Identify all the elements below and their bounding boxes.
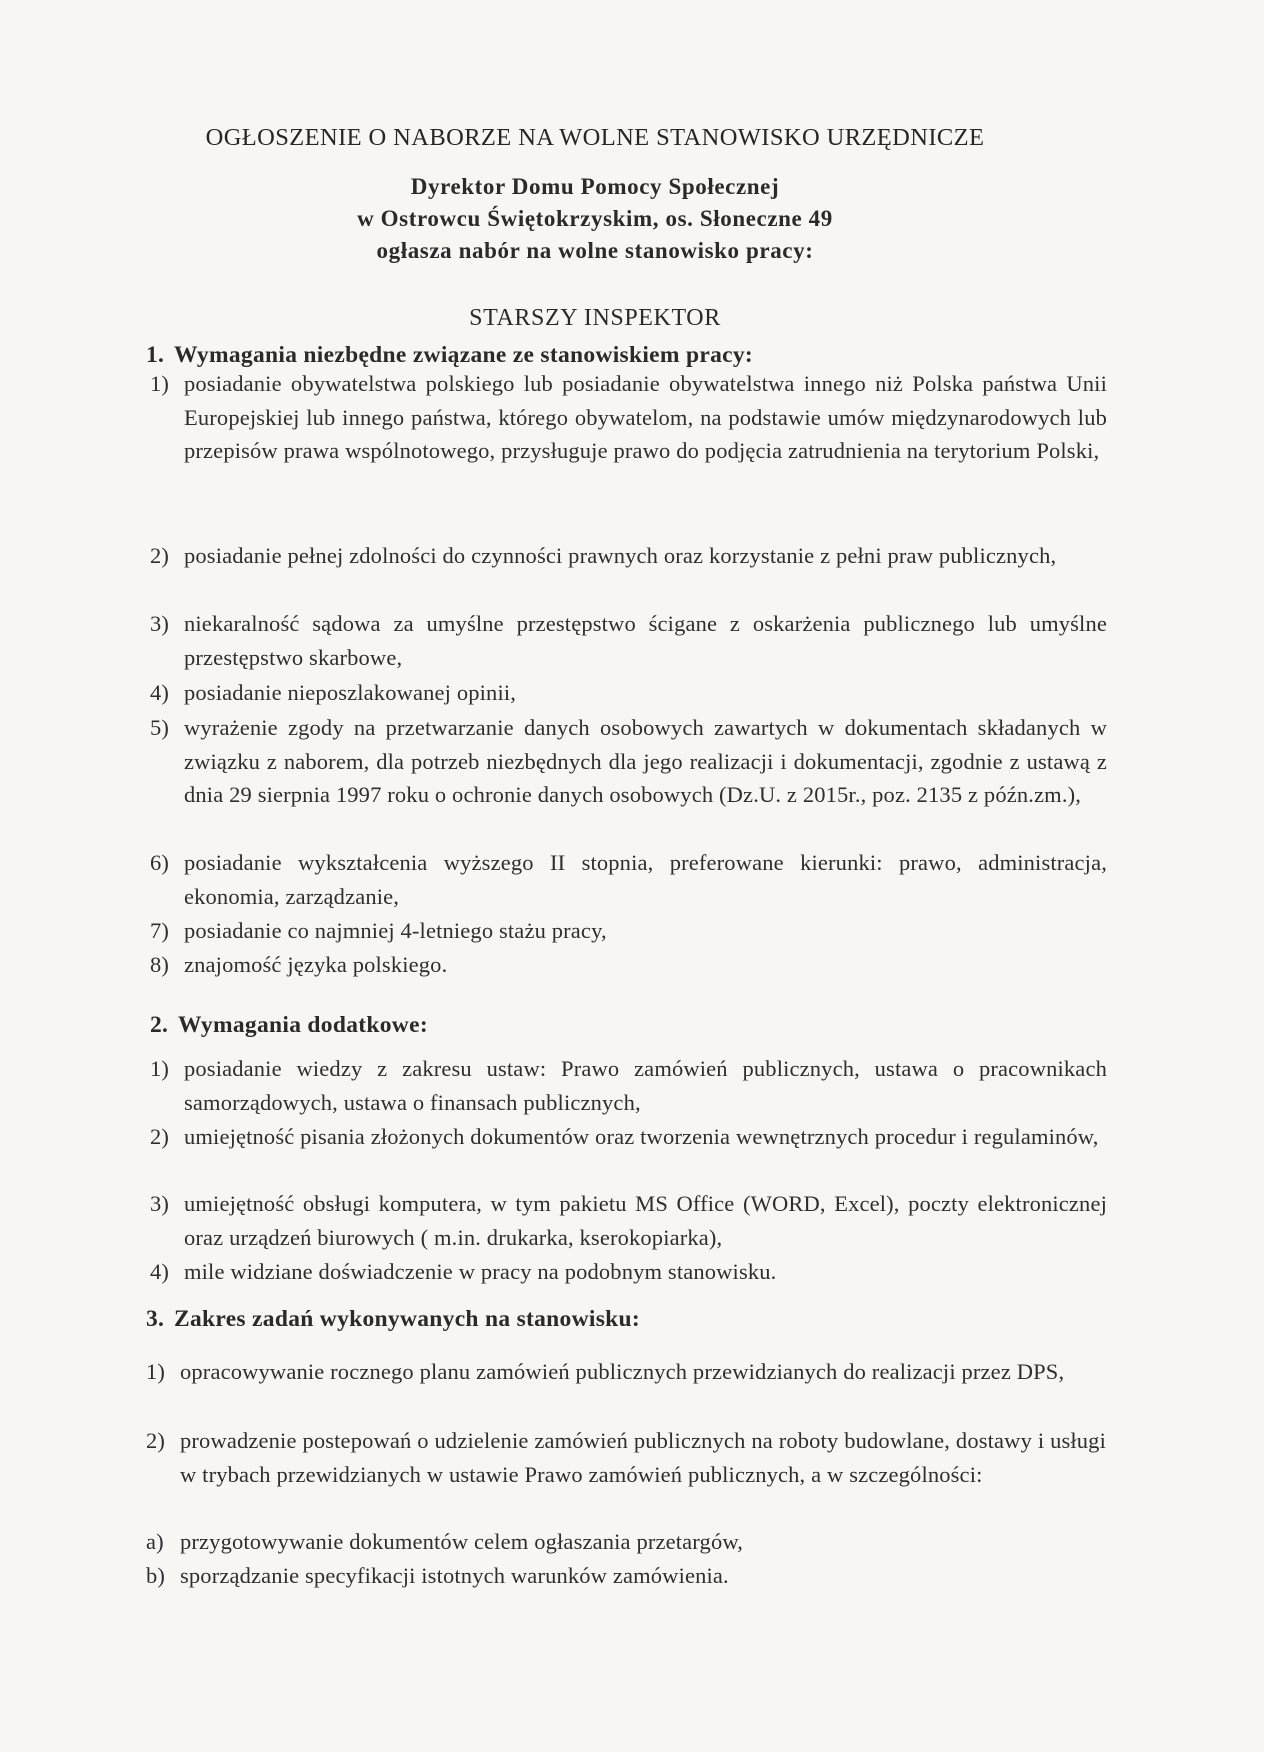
item-number: 1): [146, 1359, 166, 1384]
item-number: 7): [150, 918, 170, 943]
item-text: posiadanie wiedzy z zakresu ustaw: Prawo zamówień publicznych, ustawa o pracownikach samorządowych, ustawa o finansach publicznych,: [184, 1056, 1107, 1115]
item-text: przygotowywanie dokumentów celem ogłaszania przetargów,: [180, 1529, 744, 1554]
item-number: 3): [150, 611, 170, 636]
item-text: umiejętność obsługi komputera, w tym pakietu MS Office (WORD, Excel), poczty elektronicznej oraz urządzeń biurowych ( m.in. drukarka, kserokopiarka),: [184, 1191, 1107, 1250]
section-3-item-2: [146, 1424, 1106, 1491]
section-3-item-a: [146, 1525, 1106, 1559]
item-number: 5): [150, 715, 170, 740]
item-number: 4): [150, 1259, 170, 1284]
item-number: 1): [150, 371, 170, 396]
position-name: STARSZY INSPEKTOR: [469, 305, 721, 331]
item-number: 1): [150, 1056, 170, 1081]
header-line-announcement: ogłasza nabór na wolne stanowisko pracy:: [376, 238, 814, 263]
section-1-item-2: [150, 539, 1107, 573]
item-number: 8): [150, 952, 170, 977]
item-text: umiejętność pisania złożonych dokumentów oraz tworzenia wewnętrznych procedur i regulaminów,: [184, 1124, 1099, 1149]
item-number: 3): [150, 1191, 170, 1216]
item-text: mile widziane doświadczenie w pracy na podobnym stanowisku.: [184, 1259, 777, 1284]
item-number: 6): [150, 850, 170, 875]
section-2-item-2: [150, 1120, 1107, 1154]
section-1-item-1: [150, 367, 1107, 468]
section-1-item-3: [150, 607, 1107, 674]
item-text: opracowywanie rocznego planu zamówień publicznych przewidzianych do realizacji przez DPS,: [180, 1359, 1065, 1384]
section-2-number: 2.: [150, 1012, 169, 1038]
item-number: a): [146, 1529, 164, 1554]
section-2-item-4: [150, 1255, 1107, 1289]
section-3-number: 3.: [146, 1306, 165, 1332]
item-text: wyrażenie zgody na przetwarzanie danych osobowych zawartych w dokumentach składanych w związku z naborem, dla potrzeb niezbędnych dla jego realizacji i dokumentacji, zgodnie z ustawą z dnia 29 sierpnia 1997 roku o ochronie danych osobowych (Dz.U. z 2015r., poz. 2135 z późn.zm.),: [184, 715, 1107, 807]
section-1-item-8: [150, 948, 1107, 982]
document-title: OGŁOSZENIE O NABORZE NA WOLNE STANOWISKO URZĘDNICZE: [205, 124, 985, 151]
item-number: b): [146, 1563, 166, 1588]
section-2-item-1: [150, 1052, 1107, 1119]
header-line-director: Dyrektor Domu Pomocy Społecznej: [410, 174, 780, 199]
section-1-item-6: [150, 846, 1107, 913]
section-1-heading: [146, 342, 753, 369]
item-text: sporządzanie specyfikacji istotnych warunków zamówienia.: [180, 1563, 729, 1588]
header-line-address: w Ostrowcu Świętokrzyskim, os. Słoneczne 49: [357, 206, 833, 231]
section-1-item-7: [150, 914, 1107, 948]
item-number: 4): [150, 680, 170, 705]
section-3-title: Zakres zadań wykonywanych na stanowisku:: [174, 1306, 641, 1332]
section-1-number: 1.: [146, 342, 165, 368]
section-3-item-b: [146, 1559, 1106, 1593]
item-text: niekaralność sądowa za umyślne przestępstwo ścigane z oskarżenia publicznego lub umyślne przestępstwo skarbowe,: [184, 611, 1107, 670]
item-number: 2): [150, 1124, 170, 1149]
section-3-item-1: [146, 1355, 1106, 1389]
section-1-title: Wymagania niezbędne związane ze stanowiskiem pracy:: [174, 342, 754, 368]
item-number: 2): [146, 1428, 166, 1453]
item-number: 2): [150, 543, 170, 568]
item-text: posiadanie nieposzlakowanej opinii,: [184, 680, 517, 705]
item-text: prowadzenie postepowań o udzielenie zamówień publicznych na roboty budowlane, dostawy i usługi w trybach przewidzianych w ustawie Prawo zamówień publicznych, a w szczególności:: [180, 1428, 1106, 1487]
section-2-title: Wymagania dodatkowe:: [178, 1012, 428, 1038]
item-text: posiadanie obywatelstwa polskiego lub posiadanie obywatelstwa innego niż Polska państwa Unii Europejskiej lub innego państwa, którego obywatelom, na podstawie umów międzynarodowych lub przepisów prawa wspólnotowego, przysługuje prawo do podjęcia zatrudnienia na terytorium Polski,: [184, 371, 1107, 463]
item-text: posiadanie pełnej zdolności do czynności prawnych oraz korzystanie z pełni praw publicznych,: [184, 543, 1057, 568]
item-text: znajomość języka polskiego.: [184, 952, 448, 977]
section-2-item-3: [150, 1187, 1107, 1254]
item-text: posiadanie wykształcenia wyższego II stopnia, preferowane kierunki: prawo, administracja, ekonomia, zarządzanie,: [184, 850, 1107, 909]
section-1-item-4: [150, 676, 1107, 710]
section-3-heading: [146, 1306, 640, 1333]
section-1-item-5: [150, 711, 1107, 812]
section-2-heading: [150, 1012, 428, 1039]
item-text: posiadanie co najmniej 4-letniego stażu pracy,: [184, 918, 607, 943]
